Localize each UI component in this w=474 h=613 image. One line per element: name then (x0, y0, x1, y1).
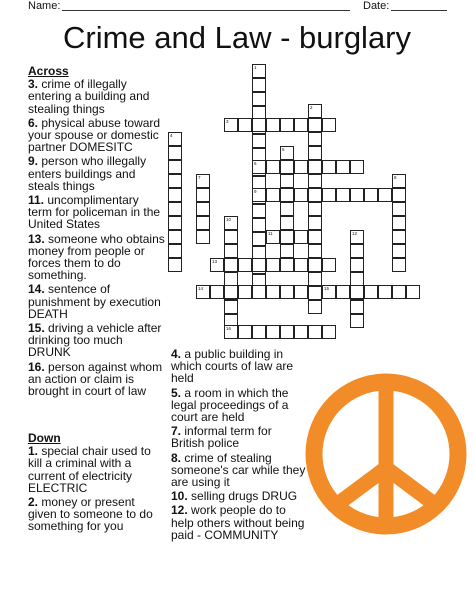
crossword-cell[interactable] (224, 258, 238, 272)
crossword-cell[interactable] (392, 188, 406, 202)
clue-item (28, 78, 166, 115)
crossword-cell[interactable] (280, 285, 294, 299)
crossword-cell[interactable] (196, 216, 210, 230)
clue-item (171, 425, 307, 449)
crossword-cell[interactable] (322, 188, 336, 202)
crossword-cell[interactable] (252, 232, 266, 246)
crossword-cell[interactable] (336, 160, 350, 174)
clue-number: 12. (171, 503, 188, 518)
across-clues (28, 65, 166, 399)
crossword-cell[interactable] (168, 132, 182, 146)
crossword-cell[interactable] (308, 202, 322, 216)
crossword-cell[interactable] (196, 230, 210, 244)
cell-number: 16 (226, 326, 232, 331)
crossword-cell[interactable] (280, 244, 294, 258)
clue-number: 5. (171, 385, 182, 400)
crossword-cell[interactable] (224, 118, 238, 132)
clue-number: 1. (28, 444, 39, 459)
crossword-cell[interactable] (378, 285, 392, 299)
crossword-cell[interactable] (308, 325, 322, 339)
clue-text: work people do to help others without being paid - COMMUNITY (171, 503, 305, 542)
clue-text: physical abuse toward your spouse or domestic partner DOMESITC (28, 115, 161, 155)
name-label: Name: (28, 0, 61, 12)
crossword-cell[interactable] (322, 160, 336, 174)
clue-number: 8. (171, 450, 182, 465)
crossword-cell[interactable] (294, 118, 308, 132)
crossword-cell[interactable] (252, 258, 266, 272)
clue-item (28, 194, 166, 231)
crossword-cell[interactable] (280, 258, 294, 272)
crossword-cell[interactable] (308, 146, 322, 160)
crossword-cell[interactable] (336, 285, 350, 299)
clue-number: 14. (28, 282, 45, 297)
clue-text: selling drugs DRUG (191, 489, 298, 504)
crossword-cell[interactable] (392, 258, 406, 272)
cell-number: 9 (254, 189, 257, 194)
crossword-cell[interactable] (294, 325, 308, 339)
crossword-cell[interactable] (308, 160, 322, 174)
clue-number: 3. (28, 77, 39, 92)
cell-number: 1 (254, 65, 257, 70)
crossword-cell[interactable] (350, 258, 364, 272)
clue-item (28, 155, 166, 192)
crossword-cell[interactable] (252, 134, 266, 148)
clue-item (28, 233, 166, 282)
crossword-cell[interactable] (168, 258, 182, 272)
crossword-cell[interactable] (308, 230, 322, 244)
clue-item (28, 361, 166, 398)
crossword-cell[interactable] (392, 285, 406, 299)
clue-item (171, 490, 307, 502)
crossword-cell[interactable] (168, 202, 182, 216)
cell-number: 14 (198, 286, 204, 291)
crossword-cell[interactable] (392, 216, 406, 230)
crossword-cell[interactable] (364, 188, 378, 202)
clue-item (28, 283, 166, 320)
crossword-cell[interactable] (224, 285, 238, 299)
clue-text: someone who obtains money from people or forces them to do something. (28, 231, 165, 283)
clue-number: 7. (171, 424, 182, 439)
date-label: Date: (363, 0, 390, 12)
crossword-cell[interactable] (252, 64, 266, 78)
clue-text: a public building in which courts of law are held (171, 347, 294, 386)
crossword-cell[interactable] (266, 285, 280, 299)
crossword-cell[interactable] (322, 258, 336, 272)
crossword-cell[interactable] (168, 160, 182, 174)
cell-number: 11 (268, 231, 273, 236)
crossword-cell[interactable] (336, 188, 350, 202)
clue-number: 4. (171, 347, 182, 361)
crossword-cell[interactable] (224, 272, 238, 286)
crossword-cell[interactable] (280, 230, 294, 244)
clue-item (171, 452, 307, 489)
crossword-cell[interactable] (308, 174, 322, 188)
clue-text: uncomplimentary term for policeman in the United States (28, 193, 161, 232)
crossword-cell[interactable] (294, 230, 308, 244)
crossword-cell[interactable] (392, 202, 406, 216)
crossword-cell[interactable] (308, 272, 322, 286)
crossword-cell[interactable] (308, 286, 322, 300)
crossword-cell[interactable] (266, 188, 280, 202)
cell-number: 4 (170, 133, 173, 138)
clue-number: 9. (28, 154, 39, 169)
clue-text: informal term for British police (171, 424, 272, 451)
clue-text: a room in which the legal proceedings of a court are held (171, 385, 289, 425)
crossword-cell[interactable] (350, 160, 364, 174)
crossword-cell[interactable] (224, 300, 238, 314)
peace-sign-icon (302, 370, 470, 538)
clue-text: person who illegally enters buildings and steals things (28, 154, 147, 193)
clue-text: sentence of punishment by execution DEATH (28, 282, 161, 321)
clue-text: crime of illegally entering a building and stealing things (28, 77, 150, 116)
crossword-cell[interactable] (252, 204, 266, 218)
crossword-cell[interactable] (252, 188, 266, 202)
crossword-cell[interactable] (224, 216, 238, 230)
cell-number: 8 (394, 175, 397, 180)
clue-number: 13. (28, 231, 45, 246)
crossword-cell[interactable] (224, 230, 238, 244)
crossword-cell[interactable] (252, 218, 266, 232)
clue-number: 11. (28, 193, 45, 208)
crossword-cell[interactable] (350, 244, 364, 258)
crossword-cell[interactable] (280, 188, 294, 202)
crossword-cell[interactable] (266, 230, 280, 244)
crossword-cell[interactable] (350, 272, 364, 286)
down-clues-right (171, 348, 307, 543)
clue-number: 2. (28, 495, 39, 510)
crossword-cell[interactable] (322, 118, 336, 132)
crossword-cell[interactable] (168, 188, 182, 202)
crossword-cell[interactable] (350, 188, 364, 202)
cell-number: 15 (324, 286, 330, 291)
crossword-cell[interactable] (280, 118, 294, 132)
crossword-cell[interactable] (252, 160, 266, 174)
crossword-cell[interactable] (168, 244, 182, 258)
crossword-cell[interactable] (308, 104, 322, 118)
crossword-cell[interactable] (266, 325, 280, 339)
crossword-cell[interactable] (280, 146, 294, 160)
clue-item (171, 348, 307, 385)
crossword-cell[interactable] (308, 300, 322, 314)
clue-item (28, 445, 166, 494)
clue-text: special chair used to kill a criminal with a current of electricity ELECTRIC (28, 444, 151, 495)
cell-number: 5 (282, 147, 285, 152)
cell-number: 7 (198, 175, 201, 180)
crossword-cell[interactable] (294, 160, 308, 174)
crossword-cell[interactable] (252, 285, 266, 299)
crossword-cell[interactable] (322, 325, 336, 339)
crossword-cell[interactable] (308, 188, 322, 202)
cell-number: 6 (254, 161, 257, 166)
crossword-cell[interactable] (350, 314, 364, 328)
page-title: Crime and Law - burglary (62, 20, 412, 55)
crossword-cell[interactable] (168, 230, 182, 244)
crossword-cell[interactable] (308, 244, 322, 258)
clue-item (28, 496, 166, 533)
down-clues-left (28, 432, 166, 535)
crossword-cell[interactable] (168, 216, 182, 230)
crossword-cell[interactable] (266, 258, 280, 272)
clue-number: 16. (28, 359, 45, 374)
crossword-cell[interactable] (280, 174, 294, 188)
crossword-cell[interactable] (280, 325, 294, 339)
crossword-cell[interactable] (224, 325, 238, 339)
crossword-cell[interactable] (280, 202, 294, 216)
crossword-cell[interactable] (280, 216, 294, 230)
crossword-cell[interactable] (308, 216, 322, 230)
crossword-cell[interactable] (392, 244, 406, 258)
crossword-cell[interactable] (196, 285, 210, 299)
crossword-cell[interactable] (238, 325, 252, 339)
crossword-cell[interactable] (266, 160, 280, 174)
crossword-cell[interactable] (392, 174, 406, 188)
peace-left-line (335, 468, 386, 506)
peace-right-line (386, 468, 437, 506)
crossword-cell[interactable] (224, 244, 238, 258)
cell-number: 3 (226, 119, 229, 124)
clue-text: money or present given to someone to do something for you (28, 495, 153, 534)
crossword-cell[interactable] (210, 258, 224, 272)
crossword-cell[interactable] (266, 118, 280, 132)
crossword-cell[interactable] (280, 160, 294, 174)
crossword-cell[interactable] (364, 285, 378, 299)
crossword-cell[interactable] (168, 146, 182, 160)
clue-number: 15. (28, 321, 45, 336)
clue-number: 10. (171, 489, 188, 504)
across-heading: Across (28, 64, 69, 78)
crossword-cell[interactable] (378, 188, 392, 202)
clue-text: person against whom an action or claim is brought in court of law (28, 359, 163, 399)
crossword-cell[interactable] (252, 92, 266, 106)
crossword-cell[interactable] (308, 132, 322, 146)
crossword-cell[interactable] (294, 258, 308, 272)
cell-number: 10 (226, 217, 232, 222)
clue-text: crime of stealing someone's car while they are using it (171, 450, 306, 490)
crossword-cell[interactable] (392, 230, 406, 244)
crossword-cell[interactable] (196, 174, 210, 188)
clue-text: driving a vehicle after drinking too much DRUNK (28, 321, 162, 360)
clue-number: 6. (28, 115, 39, 130)
cell-number: 12 (352, 231, 358, 236)
clue-item (171, 387, 307, 424)
crossword-cell[interactable] (294, 285, 308, 299)
crossword-cell[interactable] (406, 285, 420, 299)
crossword-cell[interactable] (252, 78, 266, 92)
down-heading: Down (28, 431, 61, 445)
crossword-cell[interactable] (196, 188, 210, 202)
crossword-cell[interactable] (294, 188, 308, 202)
crossword-cell[interactable] (308, 118, 322, 132)
crossword-cell[interactable] (196, 202, 210, 216)
crossword-cell[interactable] (168, 174, 182, 188)
cell-number: 13 (212, 259, 218, 264)
crossword-cell[interactable] (350, 230, 364, 244)
cell-number: 2 (310, 105, 313, 110)
crossword-cell[interactable] (238, 118, 252, 132)
crossword-cell[interactable] (238, 285, 252, 299)
crossword-cell[interactable] (350, 285, 364, 299)
crossword-cell[interactable] (210, 285, 224, 299)
clue-item (28, 117, 166, 154)
crossword-cell[interactable] (252, 118, 266, 132)
clue-item (171, 504, 307, 541)
crossword-cell[interactable] (252, 325, 266, 339)
crossword-cell[interactable] (322, 285, 336, 299)
crossword-cell[interactable] (238, 258, 252, 272)
clue-item (28, 322, 166, 359)
crossword-cell[interactable] (350, 300, 364, 314)
crossword-cell[interactable] (308, 258, 322, 272)
